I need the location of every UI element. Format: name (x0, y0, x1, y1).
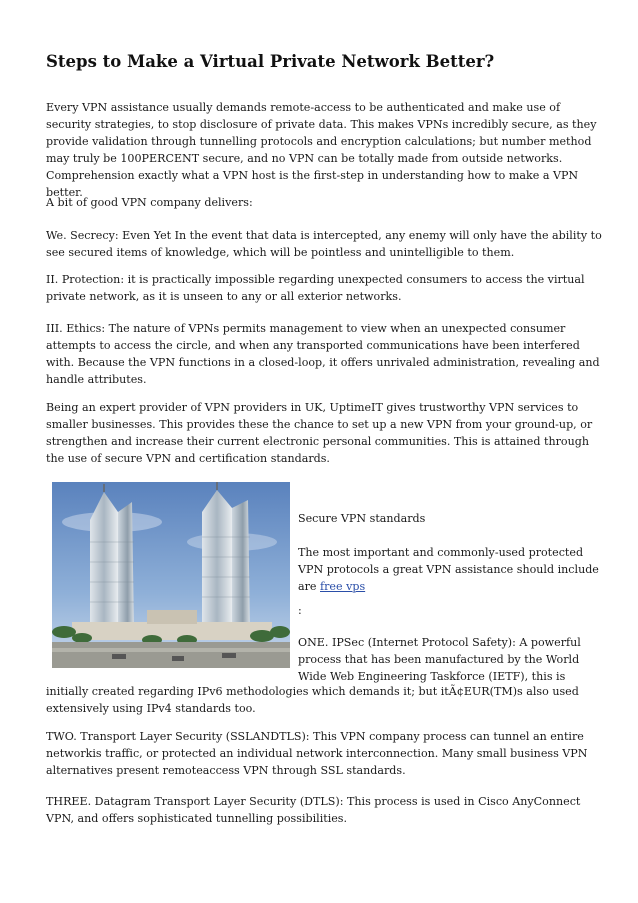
standards-intro-text: The most important and commonly-used protected VPN protocols a great VPN assistance should include are (298, 546, 599, 593)
dtls-paragraph: THREE. Datagram Transport Layer Security (DTLS): This process is used in Cisco AnyConnect VPN, and offers sophisticated tunnelling possibilities. (46, 795, 581, 825)
secrecy-paragraph: We. Secrecy: Even Yet In the event that data is intercepted, any enemy will only have the ability to see secured items of knowledge, which will be pointless and unintelligible to them. (46, 229, 602, 259)
standards-heading: Secure VPN standards (298, 512, 426, 525)
intro-paragraph: Every VPN assistance usually demands remote-access to be authenticated and make use of security strategies, to stop disclosure of private data. This makes VPNs incredibly secure, as they provide validation through tunnelling protocols and encryption calculations; but number method may truly be 100PERCENT secure, and no VPN can be totally made from outside networks. Comprehension exactly what a VPN host is the first-step in understanding how to make a VPN better. (46, 101, 597, 199)
standards-intro (298, 544, 603, 595)
colon-text: : (298, 604, 302, 617)
protection-paragraph: II. Protection: it is practically impossible regarding unexpected consumers to access the virtual private network, as it is unseen to any or all exterior networks. (46, 273, 585, 303)
ethics-paragraph: III. Ethics: The nature of VPNs permits management to view when an unexpected consumer attempts to access the circle, and when any transported communications have been interfered with. Because the VPN functions in a closed-loop, it offers unrivaled administration, revealing and handle attributes. (46, 322, 600, 386)
ipsec-paragraph: ONE. IPSec (Internet Protocol Safety): A powerful process that has been manufactured by the World Wide Web Engineering Taskforce (IETF), this is (298, 636, 581, 683)
delivers-paragraph: A bit of good VPN company delivers: (46, 196, 253, 209)
tls-paragraph: TWO. Transport Layer Security (SSLANDTLS): This VPN company process can tunnel an entire networkis traffic, or protected an individual network interconnection. Many small business VPN alternatives present remoteaccess VPN through SSL standards. (46, 730, 588, 777)
free-vps-link[interactable]: free vps (320, 580, 366, 593)
ipsec-continued: initially created regarding IPv6 methodologies which demands it; but itÃ¢EUR(TM)s also used extensively using IPv4 standards too. (46, 685, 579, 715)
twin-towers-photo (52, 482, 290, 668)
provider-paragraph: Being an expert provider of VPN providers in UK, UptimeIT gives trustworthy VPN services to smaller businesses. This provides these the chance to set up a new VPN from your ground-up, or strengthen and increase their current electronic personal communities. This is attained through the use of secure VPN and certification standards. (46, 401, 593, 465)
document-title: Steps to Make a Virtual Private Network Better? (46, 52, 495, 71)
